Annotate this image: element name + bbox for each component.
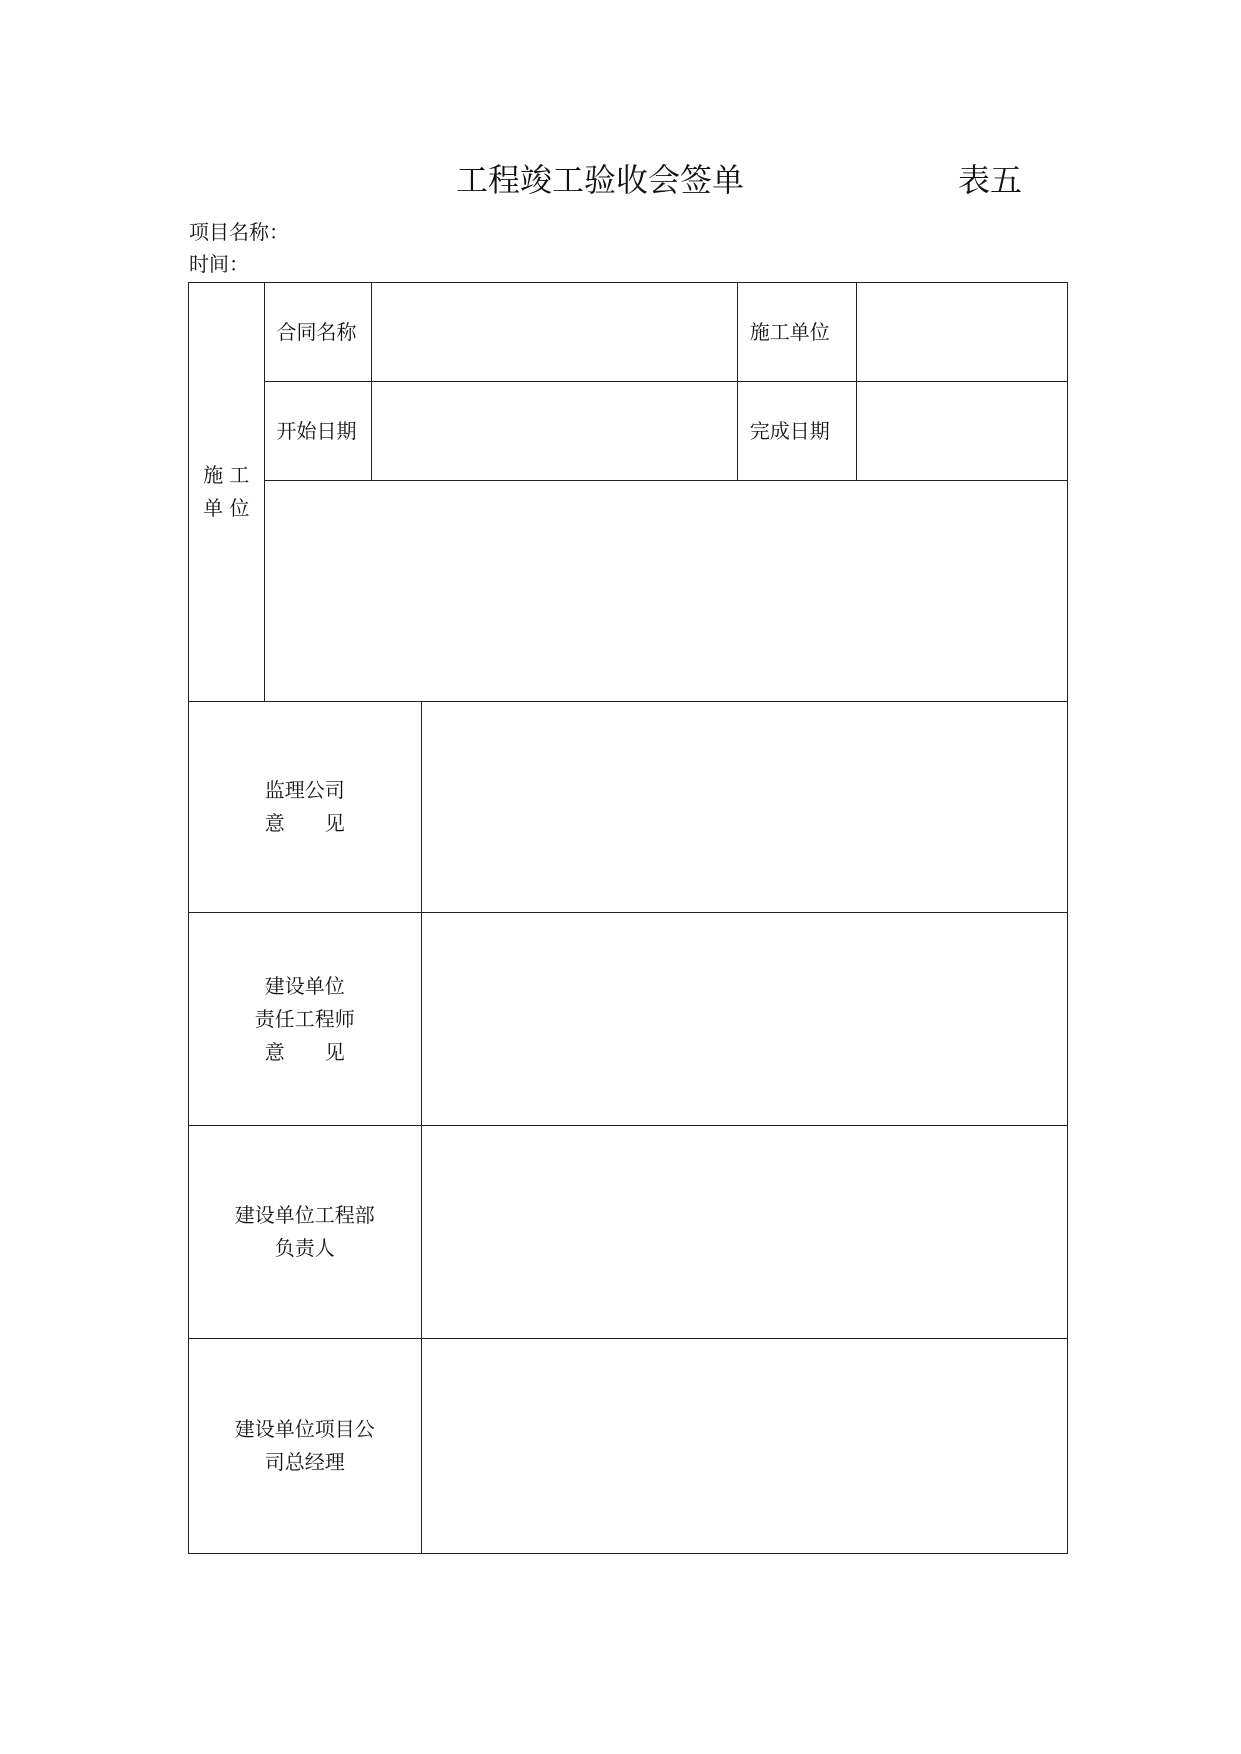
construction-unit-label-line: 单 位 bbox=[203, 496, 250, 520]
approval-row bbox=[189, 702, 1068, 913]
acceptance-signoff-table bbox=[188, 282, 1068, 1554]
table-number: 表五 bbox=[958, 161, 1023, 199]
approval-label-line: 司总经理 bbox=[264, 1450, 345, 1474]
approval-label-line: 责任工程师 bbox=[254, 1006, 355, 1031]
start-date-field[interactable] bbox=[372, 382, 737, 481]
approval-row bbox=[189, 1126, 1068, 1339]
finish-date-field[interactable] bbox=[856, 382, 1067, 481]
approval-label-line: 负责人 bbox=[274, 1236, 335, 1260]
construction-unit-label bbox=[189, 283, 265, 702]
builder-field[interactable] bbox=[856, 283, 1067, 382]
contract-row bbox=[189, 283, 1068, 382]
contract-name-field[interactable] bbox=[372, 283, 737, 382]
approval-label-line: 建设单位工程部 bbox=[234, 1203, 375, 1227]
contract-name-label: 合同名称 bbox=[264, 283, 372, 382]
engineering-dept-head-field[interactable] bbox=[421, 1126, 1067, 1339]
owner-engineer-opinion-field[interactable] bbox=[421, 913, 1067, 1126]
project-company-gm-field[interactable] bbox=[421, 1339, 1067, 1554]
project-name-label: 项目名称： bbox=[189, 220, 289, 244]
start-date-label: 开始日期 bbox=[264, 382, 372, 481]
supervision-opinion-label bbox=[189, 702, 422, 913]
time-label: 时间： bbox=[189, 252, 249, 276]
approval-label-line: 意 见 bbox=[264, 1039, 345, 1064]
project-company-gm-label bbox=[189, 1339, 422, 1554]
builder-label: 施工单位 bbox=[737, 283, 856, 382]
construction-unit-label-line: 施 工 bbox=[203, 463, 250, 487]
finish-date-label: 完成日期 bbox=[737, 382, 856, 481]
approval-label-line: 监理公司 bbox=[264, 778, 345, 802]
date-row bbox=[189, 382, 1068, 481]
approval-label-line: 意 见 bbox=[264, 811, 345, 835]
approval-label-line: 建设单位 bbox=[264, 973, 345, 998]
approval-label-line: 建设单位项目公 bbox=[234, 1417, 375, 1441]
construction-notes-row bbox=[189, 481, 1068, 702]
approval-row bbox=[189, 913, 1068, 1126]
engineering-dept-head-label bbox=[189, 1126, 422, 1339]
supervision-opinion-field[interactable] bbox=[421, 702, 1067, 913]
form-title: 工程竣工验收会签单 bbox=[456, 161, 745, 199]
owner-engineer-opinion-label bbox=[189, 913, 422, 1126]
construction-notes-field[interactable] bbox=[264, 481, 1068, 702]
approval-row bbox=[189, 1339, 1068, 1554]
